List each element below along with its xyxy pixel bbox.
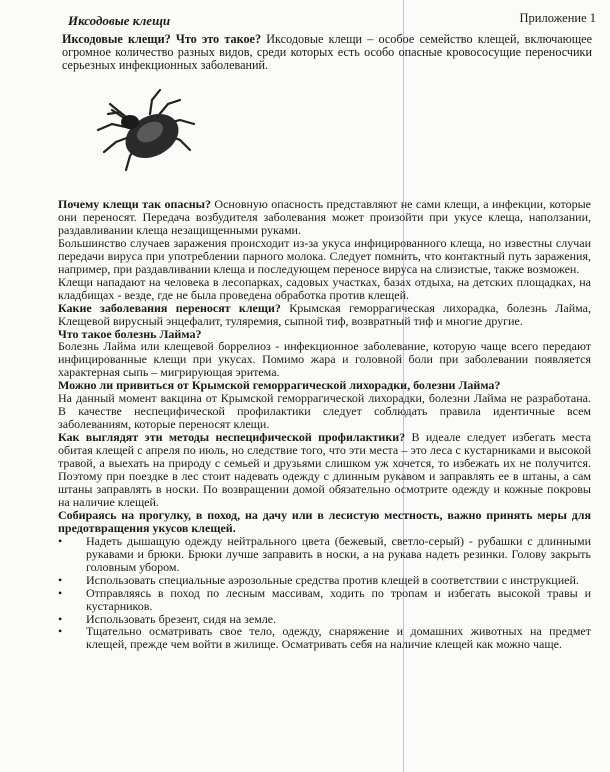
intro-text: Иксодовые клещи – особое семейство клещей, включающее огромное количество разных видов, среди которых есть особо опасные кровососущие переносчики серьезных инфекционных заболеваний. xyxy=(62,32,592,72)
bullet-icon: • xyxy=(58,624,63,639)
section-text: Большинство случаев заражения происходит из-за укуса инфицированного клеща, но известны случаи передачи вируса при употреблении парного молока. Следует помнить, что контактный путь заражения, например, при раздавливании клеща и последующем переносе вируса на слизистые, также возможен. xyxy=(58,235,591,276)
section-heading: Какие заболевания переносят клещи? xyxy=(58,300,281,315)
document-title: Иксодовые клещи xyxy=(68,13,171,28)
list-item xyxy=(58,574,591,587)
section-text: Болезнь Лайма или клещевой боррелиоз - инфекционное заболевание, которую чаще всего передают инфицированные клещи при укусах. Помимо жара и головной боли при заболевании появляется характерная сыпь – мигрирующая эритема. xyxy=(58,339,591,380)
list-item xyxy=(58,535,591,574)
list-item xyxy=(58,625,591,651)
list-item-text: Отправляясь в поход по лесным массивам, ходить по тропам и избегать высокой травы и кустарников. xyxy=(86,585,591,613)
list-item-text: Использовать специальные аэрозольные средства против клещей в соответствии с инструкцией. xyxy=(86,572,579,587)
section-text: Клещи нападают на человека в лесопарках, садовых участках, базах отдыха, на детских площадках, на кладбищах - везде, где не была проведена обработка против клещей. xyxy=(58,274,591,302)
section-paragraph xyxy=(58,340,591,379)
section-paragraph xyxy=(58,237,591,276)
section-text: Крымская геморрагическая лихорадка, болезнь Лайма, Клещевой вирусный энцефалит, туляремия, сыпной тиф, возвратный тиф и многие другие. xyxy=(58,300,591,328)
section-heading: Собираясь на прогулку, в поход, на дачу или в лесистую местность, важно принять меры для предотвращения укусов клещей. xyxy=(58,507,591,535)
bullet-icon: • xyxy=(58,533,63,548)
bullet-icon: • xyxy=(58,585,63,600)
intro-heading: Иксодовые клещи? Что это такое? xyxy=(62,32,262,46)
intro-paragraph xyxy=(62,33,592,72)
list-item-text: Использовать брезент, сидя на земле. xyxy=(86,611,277,626)
list-item-text: Надеть дышащую одежду нейтрального цвета (бежевый, светло-серый) - рубашки с длинными рукавами и брюки. Брюки лучше заправить в носки, а на рукава надеть резинки. Голову закрыть головным убором. xyxy=(86,533,591,574)
section-text: В идеале следует избегать места обитая клещей с апреля по июль, но следствие того, что эти места – это леса с кустарниками и высокой травой, а выехать на природу с семьей и друзьями слишком уж хочется, то избежать их не получится. Поэтому при поездке в лес стоит надевать одежду с длинным рукавом и заправлять ее в штаны, а сам штаны заправлять в носки. По возвращении домой обязательно осмотрите одежду и кожные покровы на наличие клещей. xyxy=(58,430,591,509)
bullet-icon: • xyxy=(58,611,63,626)
section-paragraph xyxy=(58,431,591,509)
section-text: На данный момент вакцина от Крымской геморрагической лихорадки, болезни Лайма не разработана. В качестве неспецифической профилактики следует соблюдать правила идентичные всем заболеваниям, которые переносят клещи. xyxy=(58,391,591,432)
main-content xyxy=(58,198,591,651)
section-paragraph xyxy=(58,302,591,328)
section-heading: Что такое болезнь Лайма? xyxy=(58,326,202,341)
list-item-text: Тщательно осматривать свое тело, одежду, снаряжение и домашних животных на предмет клещей, прежде чем войти в жилище. Осматривать себя на наличие клещей как можно чаще. xyxy=(86,624,591,652)
section-paragraph xyxy=(58,276,591,302)
section-paragraph xyxy=(58,509,591,535)
tick-illustration xyxy=(90,84,200,176)
section-heading: Можно ли привиться от Крымской геморрагической лихорадки, болезни Лайма? xyxy=(58,378,501,393)
section-heading: Как выглядят эти методы неспецифической профилактики? xyxy=(58,430,406,445)
list-item xyxy=(58,587,591,613)
section-text: Основную опасность представляют не сами клещи, а инфекции, которые они переносят. Передача возбудителя заболевания может произойти при укусе клеща, наползании, раздавливании клеща незащищенными руками. xyxy=(58,197,591,237)
appendix-label: Приложение 1 xyxy=(519,11,596,25)
section-heading: Почему клещи так опасны? xyxy=(58,197,211,211)
section-paragraph xyxy=(58,198,591,237)
section-paragraph xyxy=(58,392,591,431)
bullet-icon: • xyxy=(58,572,63,587)
